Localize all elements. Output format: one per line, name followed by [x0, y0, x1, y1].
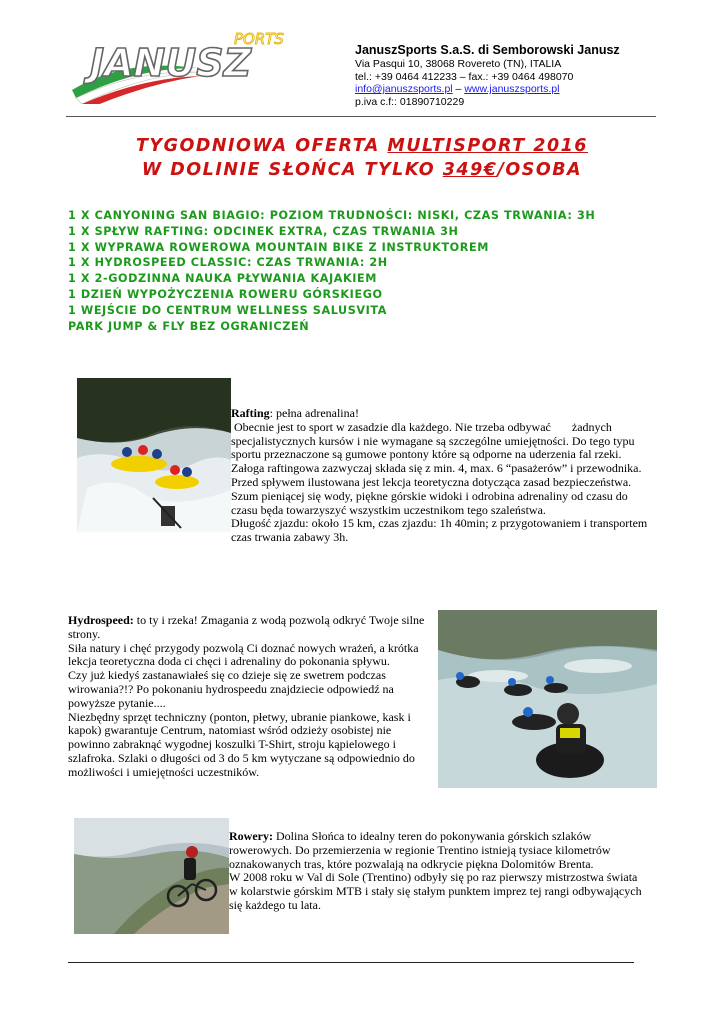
rafting-line: czasu będa towarzyszyć wszystkim uczestnikom tego szaleństwa.	[231, 502, 546, 517]
offer-item: 1 X 2-GODZINNA NAUKA PŁYWANIA KAJAKIEM	[68, 272, 378, 286]
rafting-section	[231, 407, 671, 545]
hydrospeed-line: możliwości i umiejętności uczestników.	[68, 764, 260, 779]
offer-list	[68, 208, 595, 334]
rafting-line: Długość zjazdu: około 15 km, czas zjazdu: 1h 40min; z przygotowaniem i transportem	[231, 516, 648, 531]
bike-line: w kolarstwie górskim MTB i stały się stałym punktem imprez tej rangi odbywających	[229, 884, 642, 899]
bike-line: W 2008 roku w Val di Sole (Trentino) odbyły się po raz pierwszy mistrzostwa świata	[229, 870, 638, 885]
rafting-line: sportu przeznaczone są gumowe pontony które są odporne na uderzenia fal rzeki.	[231, 447, 622, 462]
hydrospeed-line: kapok) gwarantuje Centrum, natomiast wśród odzieży osobistej nie	[68, 723, 392, 738]
rafting-line: specjalistycznych kursów i nie wymagane są szczególne umiejętności. Do tego typu	[231, 433, 635, 448]
bike-line: oznakowanych tras, które pozwalają na odkrycie piękna Dolomitów Brenta.	[229, 856, 594, 871]
hydrospeed-line: to ty i rzeka! Zmagania z wodą pozwolą odkryć Twoje silne	[133, 613, 425, 627]
rafting-heading: Rafting	[231, 406, 270, 420]
hydrospeed-line: szlafroka. Szlaki o długości od 3 do 5 km wytyczane są odpowiednio do	[68, 750, 415, 765]
offer-item: 1 DZIEŃ WYPOŻYCZENIA ROWERU GÓRSKIEGO	[68, 287, 383, 301]
offer-title-line1	[0, 136, 724, 156]
rafting-line: Przed spływem ilustowana jest lekcja teoretyczna dotycząca zasad bezpieczeństwa.	[231, 474, 632, 489]
hydrospeed-line: powinno zabraknąć wygodnej koszulki T-Shirt, stroju kąpielowego i	[68, 737, 396, 752]
title-text: TYGODNIOWA OFERTA	[136, 136, 388, 156]
company-phone: tel.: +39 0464 412233 – fax.: +39 0464 498070	[355, 70, 574, 83]
bike-intro	[229, 830, 679, 844]
title-text-2: W DOLINIE SŁOŃCA TYLKO	[141, 160, 443, 180]
hydrospeed-line: wirowania?!? Po pokonaniu hydrospeedu znajdziecie odpowiedź na	[68, 681, 394, 696]
company-contacts	[355, 83, 675, 96]
bike-line: się każdego tu lata.	[229, 897, 321, 912]
rafting-line: Obecnie jest to sport w zasadzie dla każdego. Nie trzeba odbywać żadnych	[231, 419, 612, 434]
contact-separator: –	[452, 83, 465, 95]
bike-photo	[74, 818, 229, 934]
logo-text: JANUSZ	[90, 41, 252, 85]
hydrospeed-intro	[68, 614, 440, 628]
offer-item: 1 WEJŚCIE DO CENTRUM WELLNESS SALUSVITA	[68, 303, 388, 317]
offer-title-line2	[0, 160, 724, 180]
rafting-line: Załoga raftingowa zazwyczaj składa się z min. 4, max. 6 “pasażerów” i przewodnika.	[231, 461, 642, 476]
hydrospeed-line: strony.	[68, 626, 101, 641]
footer-divider	[68, 962, 634, 963]
rafting-photo	[77, 378, 231, 532]
bike-section	[229, 830, 679, 913]
hydrospeed-section	[68, 614, 440, 780]
rafting-intro-text: : pełna adrenalina!	[269, 406, 359, 420]
title-per-person: /OSOBA	[497, 160, 583, 180]
rafting-line: czas trwania zabawy 3h.	[231, 530, 349, 545]
hydrospeed-line: Czy już kiedyś zastanawiałeś się co dzieje się ze swetrem podczas	[68, 668, 386, 683]
hydrospeed-photo	[438, 610, 657, 788]
company-logo	[66, 24, 306, 104]
header-divider	[66, 116, 656, 117]
hydrospeed-line: Niezbędny sprzęt techniczny (ponton, płetwy, ubranie piankowe, kask i	[68, 709, 411, 724]
hydrospeed-line: lekcja teoretyczna doda ci chęci i adrenaliny do pokonania spływu.	[68, 654, 390, 669]
website-link[interactable]: www.januszsports.pl	[464, 83, 560, 95]
title-price: 349€	[442, 160, 498, 180]
hydrospeed-heading: Hydrospeed:	[68, 613, 134, 627]
offer-item: 1 X SPŁYW RAFTING: ODCINEK EXTRA, CZAS TRWANIA 3H	[68, 224, 459, 238]
offer-item: PARK JUMP & FLY BEZ OGRANICZEŃ	[68, 319, 310, 333]
email-link[interactable]: info@januszsports.pl	[355, 83, 453, 95]
bike-heading: Rowery:	[229, 829, 273, 843]
company-info	[355, 42, 675, 108]
offer-item: 1 X WYPRAWA ROWEROWA MOUNTAIN BIKE Z INSTRUKTOREM	[68, 240, 489, 254]
offer-item: 1 X HYDROSPEED CLASSIC: CZAS TRWANIA: 2H	[68, 256, 388, 270]
logo-subtext: PORTS	[234, 30, 284, 48]
bike-line: rowerowych. Do przemierzenia w regionie Trentino istnieją tysiace kilometrów	[229, 842, 611, 857]
company-vat: p.iva c.f:: 01890710229	[355, 95, 465, 108]
company-address: Via Pasqui 10, 38068 Rovereto (TN), ITALIA	[355, 58, 562, 70]
rafting-intro	[231, 407, 671, 421]
company-name: JanuszSports S.a.S. di Semborowski Janusz	[355, 43, 620, 57]
offer-item: 1 X CANYONING SAN BIAGIO: POZIOM TRUDNOŚCI: NISKI, CZAS TRWANIA: 3H	[68, 209, 596, 222]
hydrospeed-line: powyższe pytanie....	[68, 695, 166, 710]
hydrospeed-line: Siła natury i chęć przygody pozwolą Ci doznać nowych wrażeń, a krótka	[68, 640, 419, 655]
bike-line: Dolina Słońca to idealny teren do pokonywania górskich szlaków	[272, 829, 592, 843]
rafting-line: Szum pieniącej się wody, piękne górskie widoki i odrobina adrenaliny od czasu do	[231, 488, 628, 503]
title-multisport: MULTISPORT 2016	[387, 136, 588, 156]
